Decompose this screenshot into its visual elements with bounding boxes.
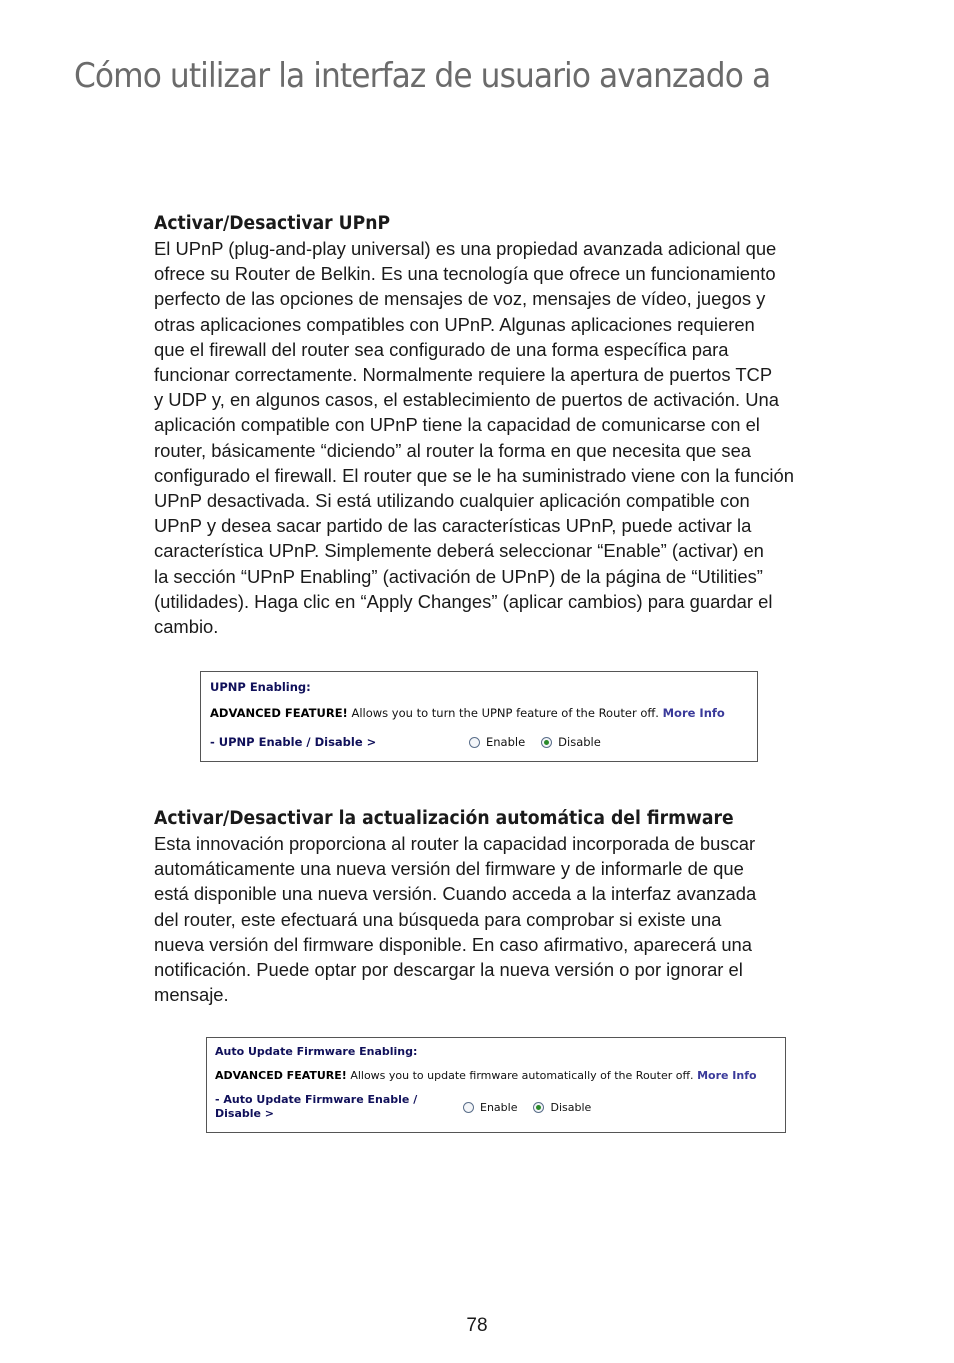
row-label-line: Disable >: [215, 1107, 275, 1120]
firmware-row-label: [215, 1093, 417, 1121]
advanced-feature-label: ADVANCED FEATURE!: [210, 706, 348, 720]
body-line: perfecto de las opciones de mensajes de voz, mensajes de vídeo, juegos y: [154, 288, 766, 310]
body-line: notificación. Puede optar por descargar la nueva versión o por ignorar el: [154, 959, 743, 981]
description-text: Allows you to turn the UPNP feature of the Router off.: [351, 706, 659, 720]
page-number: 78: [466, 1315, 488, 1336]
panel-description: [215, 1069, 757, 1082]
firmware-radio-group: [463, 1101, 607, 1114]
advanced-feature-label: ADVANCED FEATURE!: [215, 1069, 347, 1082]
body-line: la sección “UPnP Enabling” (activación de UPnP) de la página de “Utilities”: [154, 565, 763, 587]
section-body: [154, 236, 874, 639]
disable-radio-label[interactable]: Disable: [558, 735, 601, 749]
enable-radio-label[interactable]: Enable: [480, 1101, 518, 1114]
body-line: y UDP y, en algunos casos, el establecimiento de puertos de activación. Una: [154, 389, 779, 411]
section-body: [154, 831, 874, 1007]
panel-description: [210, 706, 725, 720]
enable-radio[interactable]: [469, 737, 480, 748]
body-line: aplicación compatible con UPnP tiene la capacidad de comunicarse con el: [154, 414, 760, 436]
more-info-link[interactable]: More Info: [662, 706, 725, 720]
body-line: del router, este efectuará una búsqueda para comprobar si existe una: [154, 908, 722, 930]
body-line: El UPnP (plug-and-play universal) es una propiedad avanzada adicional que: [154, 238, 777, 259]
section-heading: Activar/Desactivar UPnP: [154, 213, 391, 234]
disable-radio[interactable]: [541, 737, 552, 748]
more-info-link[interactable]: More Info: [697, 1069, 757, 1082]
body-line: característica UPnP. Simplemente deberá seleccionar “Enable” (activar) en: [154, 540, 764, 562]
firmware-settings-panel: [206, 1037, 786, 1133]
body-line: cambio.: [154, 616, 219, 638]
body-line: está disponible una nueva versión. Cuando acceda a la interfaz avanzada: [154, 883, 757, 905]
body-line: Esta innovación proporciona al router la capacidad incorporada de buscar: [154, 833, 756, 854]
page-title: Cómo utilizar la interfaz de usuario avanzado a: [74, 56, 771, 96]
body-line: UPnP desactivada. Si está utilizando cualquier aplicación compatible con: [154, 490, 750, 512]
upnp-settings-panel: [200, 671, 758, 762]
body-line: funcionar correctamente. Normalmente requiere la apertura de puertos TCP: [154, 364, 773, 386]
body-line: ofrece su Router de Belkin. Es una tecnología que ofrece un funcionamiento: [154, 263, 776, 285]
body-line: otras aplicaciones compatibles con UPnP. Algunas aplicaciones requieren: [154, 313, 755, 335]
enable-radio-label[interactable]: Enable: [486, 735, 526, 749]
panel-heading: Auto Update Firmware Enabling:: [215, 1045, 418, 1058]
body-line: router, básicamente “diciendo” al router la forma en que necesita que sea: [154, 439, 752, 461]
section-heading: Activar/Desactivar la actualización automática del firmware: [154, 808, 734, 829]
body-line: automáticamente una nueva versión del firmware y de informarle de que: [154, 858, 744, 880]
section-upnp: [154, 211, 866, 639]
disable-radio-label[interactable]: Disable: [550, 1101, 592, 1114]
row-label-line: - Auto Update Firmware Enable /: [215, 1093, 418, 1106]
disable-radio[interactable]: [533, 1102, 544, 1113]
upnp-row-label: - UPNP Enable / Disable >: [210, 735, 377, 749]
body-line: configurado el firewall. El router que se le ha suministrado viene con la función: [154, 464, 794, 486]
body-line: (utilidades). Haga clic en “Apply Changes” (aplicar cambios) para guardar el: [154, 590, 773, 612]
body-line: que el firewall del router sea configurado de una forma específica para: [154, 338, 729, 360]
enable-radio[interactable]: [463, 1102, 474, 1113]
body-line: UPnP y desea sacar partido de las características UPnP, puede activar la: [154, 515, 752, 537]
section-firmware: [154, 806, 866, 1007]
body-line: nueva versión del firmware disponible. En caso afirmativo, aparecerá una: [154, 933, 753, 955]
upnp-radio-group: [469, 735, 617, 749]
description-text: Allows you to update firmware automatically of the Router off.: [350, 1069, 694, 1082]
panel-heading: UPNP Enabling:: [210, 680, 311, 694]
body-line: mensaje.: [154, 984, 229, 1006]
